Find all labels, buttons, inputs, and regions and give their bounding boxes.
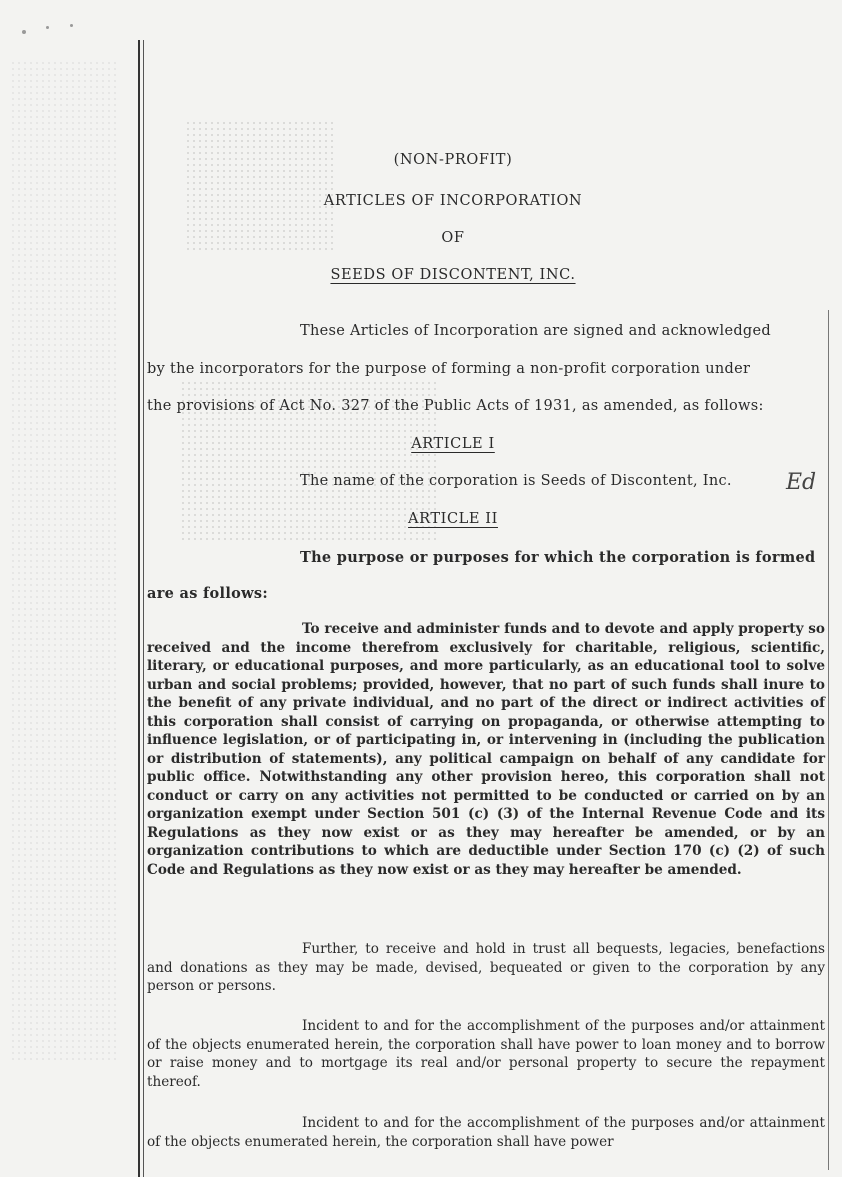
photocopy-noise bbox=[10, 60, 120, 1060]
article-2-heading: ARTICLE II bbox=[408, 511, 498, 527]
header-corporation-name: SEEDS OF DISCONTENT, INC. bbox=[330, 267, 576, 283]
loan-paragraph-text: Incident to and for the accomplishment of the purposes and/or attainment of the objects enumerated herein, the corporation shall have power to loan money and to borrow or raise money and to mortgage its real and/or personal property to secure the repayment thereof. bbox=[147, 1018, 825, 1090]
trust-paragraph bbox=[147, 940, 825, 996]
speck bbox=[70, 24, 73, 27]
handwritten-initials: Ed bbox=[786, 470, 817, 495]
trust-paragraph-text: Further, to receive and hold in trust all bequests, legacies, benefactions and donations as they may be made, devised, bequeated or given to the corporation by any person or persons. bbox=[147, 941, 825, 994]
right-margin-rule bbox=[828, 310, 829, 1170]
power-paragraph-text: Incident to and for the accomplishment of the purposes and/or attainment of the objects enumerated herein, the corporation shall have power bbox=[147, 1115, 825, 1150]
speck bbox=[22, 30, 26, 34]
margin-rule-inner bbox=[143, 40, 144, 1177]
header-title: ARTICLES OF INCORPORATION bbox=[323, 193, 583, 209]
loan-paragraph bbox=[147, 1017, 825, 1091]
intro-line-3: the provisions of Act No. 327 of the Public Acts of 1931, as amended, as follows: bbox=[147, 398, 764, 414]
article-1-heading: ARTICLE I bbox=[411, 436, 495, 452]
article-2-intro-1: The purpose or purposes for which the corporation is formed bbox=[300, 549, 816, 566]
purpose-paragraph bbox=[147, 620, 825, 879]
power-paragraph bbox=[147, 1114, 825, 1151]
intro-line-1: These Articles of Incorporation are signed and acknowledged bbox=[300, 323, 771, 339]
article-2-intro-2: are as follows: bbox=[147, 585, 269, 602]
header-nonprofit: (NON-PROFIT) bbox=[393, 152, 513, 168]
speck bbox=[46, 26, 49, 29]
purpose-paragraph-text: To receive and administer funds and to devote and apply property so received and the income therefrom exclusively for charitable, religious, scientific, literary, or educational purposes, and more particularly, as an educational tool to solve urban and social problems; provided, however, that no part of such funds shall inure to the benefit of any private individual, and no part of the direct or indirect activities of this corporation shall consist of carrying on propaganda, or otherwise attempting to influence legislation, or of participating in, or intervening in (including the publication or distribution of statements), any political campaign on behalf of any candidate for public office. Notwithstanding any other provision hereo, this corporation shall not conduct or carry on any activities not permitted to be conducted or carried on by an organization exempt under Section 501 (c) (3) of the Internal Revenue Code and its Regulations as they now exist or as they may hereafter be amended, or by an organization contributions to which are deductible under Section 170 (c) (2) of such Code and Regulations as they now exist or as they may hereafter be amended. bbox=[147, 621, 825, 878]
header-of: OF bbox=[441, 230, 465, 246]
intro-line-2: by the incorporators for the purpose of forming a non-profit corporation under bbox=[147, 361, 751, 377]
margin-rule bbox=[138, 40, 140, 1177]
article-1-text: The name of the corporation is Seeds of Discontent, Inc. bbox=[300, 473, 732, 489]
